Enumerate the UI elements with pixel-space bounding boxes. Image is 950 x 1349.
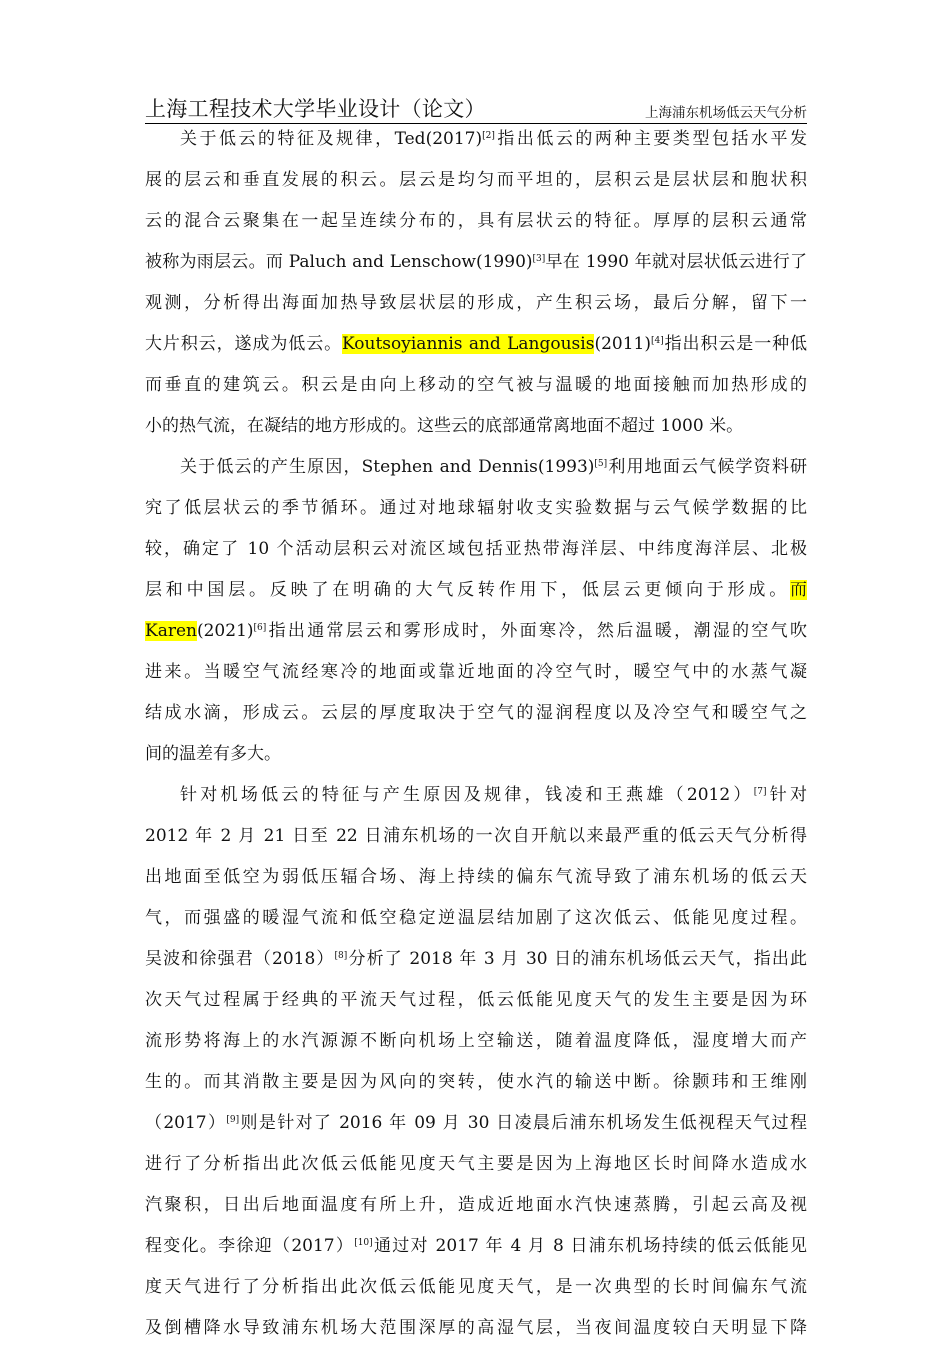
text-line: 及倒槽降水导致浦东机场大范围深厚的高湿气层，当夜间温度较白天明显下降	[145, 1318, 807, 1338]
body-text	[145, 119, 807, 1349]
text-line: 次天气过程属于经典的平流天气过程，低云低能见度天气的发生主要是因为环	[145, 990, 807, 1010]
text-line: 小的热气流，在凝结的地方形成的。这些云的底部通常离地面不超过 1000 米。	[145, 416, 744, 436]
text-line	[145, 447, 807, 488]
text-line	[145, 939, 807, 980]
citation: [9]	[226, 1115, 240, 1125]
text-span: 指出低云的两种主要类型包括水平发	[494, 129, 807, 149]
text-line: 进来。当暖空气流经寒冷的地面或靠近地面的冷空气时，暖空气中的水蒸气凝	[145, 662, 807, 682]
text-line: 观测，分析得出海面加热导致层状层的形成，产生积云场，最后分解，留下一	[145, 293, 807, 313]
text-span: 指出积云是一种低	[663, 334, 807, 354]
text-span: 吴波和徐强君（2018）	[145, 949, 335, 969]
text-line: 展的层云和垂直发展的积云。层云是均匀而平坦的，层积云是层状层和胞状积	[145, 170, 807, 190]
citation: [3]	[532, 254, 546, 264]
text-span: 利用地面云气候学资料研	[607, 457, 807, 477]
text-line	[145, 1226, 807, 1267]
text-span: 被称为雨层云。而 Paluch and Lenschow(1990)	[145, 252, 533, 272]
text-line	[145, 1103, 807, 1144]
text-line	[145, 324, 807, 365]
text-span: （2017）	[145, 1113, 227, 1133]
header-title: 上海工程技术大学毕业设计（论文）	[145, 97, 486, 121]
text-line	[145, 242, 807, 283]
text-line: 汽聚积，日出后地面温度有所上升，造成近地面水汽快速蒸腾，引起云高及视	[145, 1195, 807, 1215]
citation: [8]	[334, 951, 348, 961]
text-line: 度天气进行了分析指出此次低云低能见度天气，是一次典型的长时间偏东气流	[145, 1277, 807, 1297]
citation: [6]	[253, 623, 267, 633]
text-span: 针对	[766, 785, 807, 805]
text-line: 究了低层状云的季节循环。通过对地球辐射收支实验数据与云气候学数据的比	[145, 498, 807, 518]
text-line: 流形势将海上的水汽源源不断向机场上空输送，随着温度降低，湿度增大而产	[145, 1031, 807, 1051]
text-span: 指出通常层云和雾形成时，外面寒冷，然后温暖，潮湿的空气吹	[266, 621, 807, 641]
text-line: 2012 年 2 月 21 日至 22 日浦东机场的一次自开航以来最严重的低云天气分析得	[145, 826, 807, 846]
text-line: 间的温差有多大。	[145, 744, 281, 764]
text-span: 则是针对了 2016 年 09 月 30 日凌晨后浦东机场发生低视程天气过程	[239, 1113, 807, 1133]
text-span: 关于低云的产生原因，Stephen and Dennis(1993)	[180, 457, 595, 477]
text-line: 云的混合云聚集在一起呈连续分布的，具有层状云的特征。厚厚的层积云通常	[145, 211, 807, 231]
text-span: 程变化。李徐迎（2017）	[145, 1236, 355, 1256]
text-line: 气，而强盛的暖湿气流和低空稳定逆温层结加剧了这次低云、低能见度过程。	[145, 908, 807, 928]
text-span: 层和中国层。反映了在明确的大气反转作用下，低层云更倾向于形成。	[145, 580, 790, 600]
text-span: 大片积云，遂成为低云。	[145, 334, 343, 354]
text-span: 早在 1990 年就对层状低云进行了	[545, 252, 807, 272]
citation: [4]	[650, 336, 664, 346]
citation: [5]	[594, 459, 608, 469]
text-line	[145, 611, 807, 652]
text-line	[145, 570, 807, 611]
text-span: 通过对 2017 年 4 月 8 日浦东机场持续的低云低能见	[372, 1236, 807, 1256]
highlighted-author: Koutsoyiannis and Langousis	[342, 334, 595, 354]
text-line: 较，确定了 10 个活动层积云对流区域包括亚热带海洋层、中纬度海洋层、北极	[145, 539, 807, 559]
text-line: 结成水滴，形成云。云层的厚度取决于空气的湿润程度以及冷空气和暖空气之	[145, 703, 807, 723]
text-span: (2021)	[196, 621, 254, 641]
citation: [10]	[354, 1238, 373, 1248]
citation: [7]	[753, 787, 767, 797]
text-line	[145, 119, 807, 160]
text-line	[145, 775, 807, 816]
text-span: 针对机场低云的特征与产生原因及规律，钱凌和王燕雄（2012）	[180, 785, 754, 805]
text-line: 生的。而其消散主要是因为风向的突转，使水汽的输送中断。徐颢玮和王维刚	[145, 1072, 807, 1092]
highlighted-text: 而	[790, 580, 807, 600]
text-span: 关于低云的特征及规律，Ted(2017)	[180, 129, 483, 149]
citation: [2]	[482, 131, 495, 141]
highlighted-author: Karen	[145, 621, 197, 641]
text-span: 分析了 2018 年 3 月 30 日的浦东机场低云天气，指出此	[347, 949, 807, 969]
text-span: (2011)	[594, 334, 651, 354]
text-line: 出地面至低空为弱低压辐合场、海上持续的偏东气流导致了浦东机场的低云天	[145, 867, 807, 887]
text-line: 进行了分析指出此次低云低能见度天气主要是因为上海地区长时间降水造成水	[145, 1154, 807, 1174]
header-subtitle: 上海浦东机场低云天气分析	[645, 105, 807, 121]
text-line: 而垂直的建筑云。积云是由向上移动的空气被与温暖的地面接触而加热形成的	[145, 375, 807, 395]
